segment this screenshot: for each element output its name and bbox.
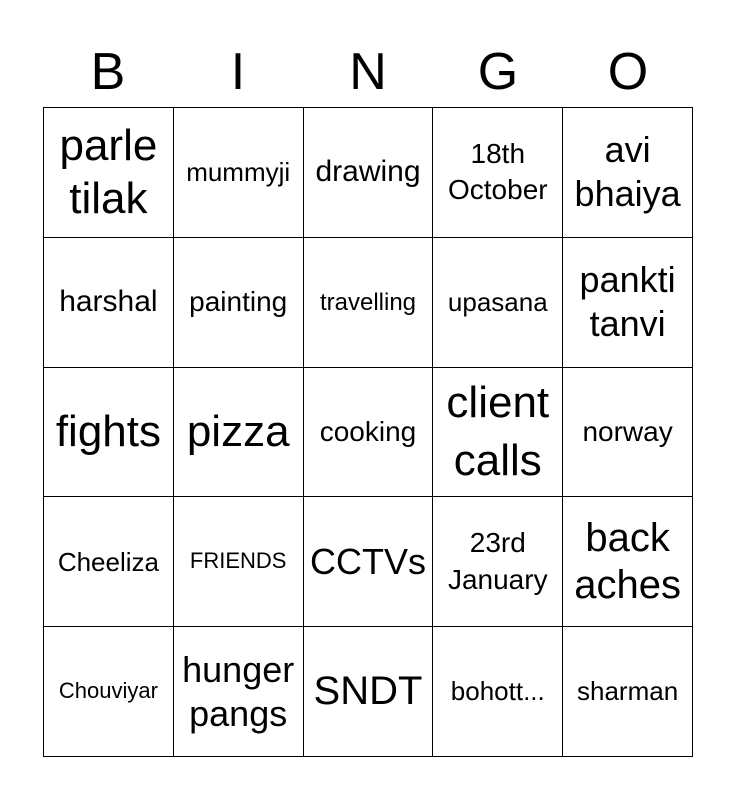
bingo-cell-r2c2[interactable] — [174, 238, 304, 368]
cell-text: drawing — [315, 155, 421, 189]
header-letter-b: B — [90, 43, 126, 101]
cell-text: SNDT — [313, 669, 423, 713]
cell-text: FRIENDS — [189, 548, 287, 574]
bingo-cell-r1c1[interactable] — [44, 108, 174, 238]
bingo-cell-r1c2[interactable] — [174, 108, 304, 238]
cell-text: pankti tanvi — [579, 259, 676, 345]
bingo-cell-r5c3[interactable] — [304, 627, 434, 757]
cell-text: bohott... — [450, 676, 545, 707]
cell-text: cooking — [319, 415, 417, 447]
bingo-cell-r4c3[interactable] — [304, 497, 434, 627]
cell-text: upasana — [447, 287, 548, 317]
bingo-header — [43, 40, 693, 104]
bingo-cell-r5c1[interactable] — [44, 627, 174, 757]
cell-text: Chouviyar — [58, 678, 158, 704]
bingo-cell-r5c2[interactable] — [174, 627, 304, 757]
header-letter-i: I — [230, 43, 246, 101]
cell-text: avi bhaiya — [574, 129, 681, 215]
cell-text: hunger pangs — [182, 648, 295, 734]
cell-text: norway — [582, 415, 673, 447]
cell-text: parle tilak — [59, 120, 158, 224]
bingo-cell-r1c3[interactable] — [304, 108, 434, 238]
cell-text: client calls — [446, 377, 550, 485]
bingo-cell-r2c1[interactable] — [44, 238, 174, 368]
bingo-cell-r2c3[interactable] — [304, 238, 434, 368]
header-letter-g: G — [477, 43, 519, 101]
cell-text: mummyji — [186, 157, 291, 188]
bingo-cell-r3c5[interactable] — [563, 368, 693, 498]
bingo-cell-r1c4[interactable] — [433, 108, 563, 238]
cell-text: 18th October — [447, 138, 548, 206]
cell-text: travelling — [319, 288, 417, 316]
bingo-cell-r4c1[interactable] — [44, 497, 174, 627]
bingo-cell-r3c3[interactable] — [304, 368, 434, 498]
cell-text: painting — [189, 286, 288, 317]
cell-text: 23rd January — [447, 527, 548, 595]
cell-text: sharman — [577, 676, 679, 707]
header-letter-o: O — [607, 43, 649, 101]
cell-text: CCTVs — [309, 540, 426, 582]
cell-text: Cheeliza — [57, 546, 159, 577]
bingo-cell-r2c4[interactable] — [433, 238, 563, 368]
bingo-board — [43, 107, 693, 757]
bingo-cell-r3c2[interactable] — [174, 368, 304, 498]
bingo-cell-r4c5[interactable] — [563, 497, 693, 627]
cell-text: fights — [55, 407, 161, 457]
bingo-cell-r1c5[interactable] — [563, 108, 693, 238]
bingo-cell-r3c4[interactable] — [433, 368, 563, 498]
cell-text: pizza — [186, 407, 290, 457]
bingo-cell-r4c4[interactable] — [433, 497, 563, 627]
bingo-cell-r4c2[interactable] — [174, 497, 304, 627]
cell-text: back aches — [574, 515, 681, 607]
bingo-cell-r3c1[interactable] — [44, 368, 174, 498]
bingo-cell-r2c5[interactable] — [563, 238, 693, 368]
header-letter-n: N — [349, 43, 387, 101]
bingo-cell-r5c4[interactable] — [433, 627, 563, 757]
bingo-cell-r5c5[interactable] — [563, 627, 693, 757]
cell-text: harshal — [59, 285, 158, 319]
